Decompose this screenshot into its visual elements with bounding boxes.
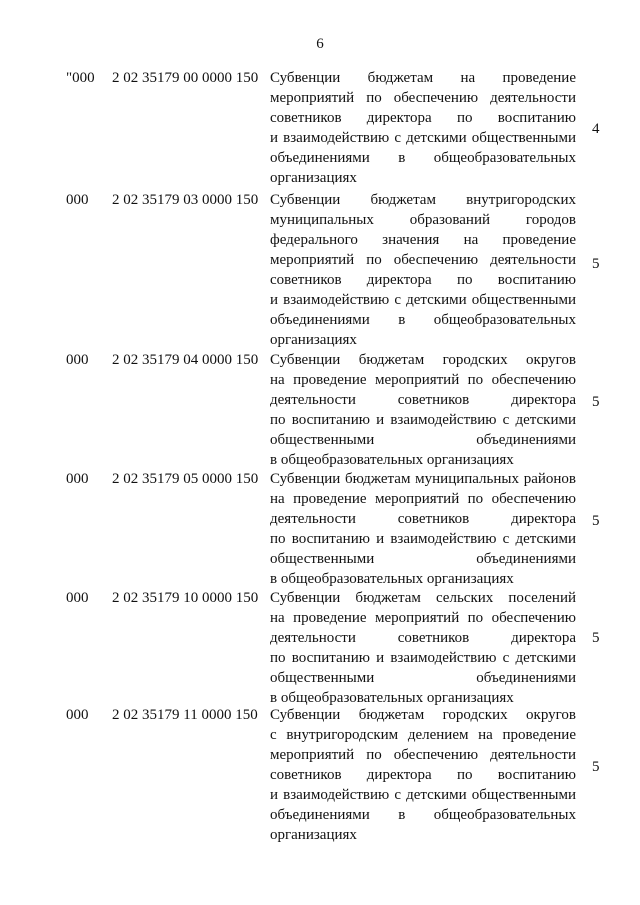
budget-code: 2 02 35179 04 0000 150 <box>112 352 259 368</box>
description-line: мероприятий по обеспечению деятельности <box>270 90 576 106</box>
page-number: 6 <box>316 36 324 52</box>
description-line: объединениями в общеобразовательных <box>270 312 576 328</box>
row-description <box>270 705 576 845</box>
row-description <box>270 350 576 470</box>
description-line: с внутригородским делением на проведение <box>270 727 576 743</box>
description-line: Субвенции бюджетам городских округов <box>270 707 576 723</box>
row-description <box>270 68 576 188</box>
admin-code: "000 <box>66 70 95 86</box>
description-line: Субвенции бюджетам внутригородских <box>270 192 576 208</box>
row-amount: 4 <box>592 121 600 137</box>
description-line: и взаимодействию с детскими общественными <box>270 130 576 146</box>
budget-code: 2 02 35179 03 0000 150 <box>112 192 259 208</box>
description-line: по воспитанию и взаимодействию с детскими <box>270 650 576 666</box>
description-line: муниципальных образований городов <box>270 212 576 228</box>
description-line: Субвенции бюджетам городских округов <box>270 352 576 368</box>
description-line: деятельности советников директора <box>270 630 576 646</box>
row-description <box>270 469 576 589</box>
row-description <box>270 190 576 350</box>
description-line: организациях <box>270 827 357 843</box>
description-line: объединениями в общеобразовательных <box>270 807 576 823</box>
admin-code: 000 <box>66 590 89 606</box>
description-line: мероприятий по обеспечению деятельности <box>270 747 576 763</box>
row-amount: 5 <box>592 256 600 272</box>
budget-code: 2 02 35179 05 0000 150 <box>112 471 259 487</box>
description-line: и взаимодействию с детскими общественными <box>270 292 576 308</box>
admin-code: 000 <box>66 352 89 368</box>
description-line: на проведение мероприятий по обеспечению <box>270 491 576 507</box>
description-line: Субвенции бюджетам сельских поселений <box>270 590 576 606</box>
description-line: в общеобразовательных организациях <box>270 690 514 706</box>
budget-code: 2 02 35179 10 0000 150 <box>112 590 259 606</box>
description-line: федерального значения на проведение <box>270 232 576 248</box>
description-line: Субвенции бюджетам на проведение <box>270 70 576 86</box>
budget-code: 2 02 35179 11 0000 150 <box>112 707 258 723</box>
description-line: в общеобразовательных организациях <box>270 452 514 468</box>
description-line: и взаимодействию с детскими общественными <box>270 787 576 803</box>
row-amount: 5 <box>592 394 600 410</box>
description-line: общественными объединениями <box>270 551 576 567</box>
row-amount: 5 <box>592 513 600 529</box>
description-line: общественными объединениями <box>270 432 576 448</box>
description-line: по воспитанию и взаимодействию с детскими <box>270 412 576 428</box>
description-line: организациях <box>270 332 357 348</box>
admin-code: 000 <box>66 471 89 487</box>
row-amount: 5 <box>592 759 600 775</box>
row-amount: 5 <box>592 630 600 646</box>
description-line: мероприятий по обеспечению деятельности <box>270 252 576 268</box>
description-line: организациях <box>270 170 357 186</box>
description-line: деятельности советников директора <box>270 511 576 527</box>
description-line: на проведение мероприятий по обеспечению <box>270 372 576 388</box>
description-line: общественными объединениями <box>270 670 576 686</box>
description-line: советников директора по воспитанию <box>270 110 576 126</box>
row-description <box>270 588 576 708</box>
description-line: в общеобразовательных организациях <box>270 571 514 587</box>
description-line: Субвенции бюджетам муниципальных районов <box>270 471 576 487</box>
admin-code: 000 <box>66 707 89 723</box>
budget-code: 2 02 35179 00 0000 150 <box>112 70 259 86</box>
description-line: советников директора по воспитанию <box>270 767 576 783</box>
description-line: советников директора по воспитанию <box>270 272 576 288</box>
description-line: по воспитанию и взаимодействию с детскими <box>270 531 576 547</box>
description-line: на проведение мероприятий по обеспечению <box>270 610 576 626</box>
description-line: деятельности советников директора <box>270 392 576 408</box>
description-line: объединениями в общеобразовательных <box>270 150 576 166</box>
admin-code: 000 <box>66 192 89 208</box>
